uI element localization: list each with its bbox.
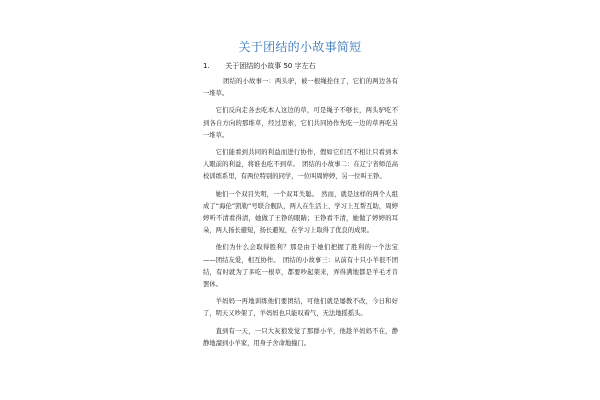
paragraph-5: 他们为什么会取得胜利？那是由于她们把握了胜利的一个法宝——团结友爱，相互协作。 团结的小故事三：从前有十只小羊很不团结，有时就为了多吃一根草，都要吵起架来，弄得满地都是羊毛才肯罢休。	[203, 244, 398, 289]
document-body	[203, 76, 398, 355]
section-heading	[203, 61, 316, 71]
section-number: 1.	[203, 62, 210, 70]
paragraph-7: 直到有一天，一只大灰狼发觉了那群小羊，他趁羊妈妈不在，静静地溜到小羊家，用身子舍命地撞门。	[203, 327, 398, 347]
paragraph-2: 它们反向走各去吃本人这边的草，可是绳子不够长，两头驴吃不到各自方向的那堆草，经过思索，它们共同协作先吃一边的草再吃另一堆草。	[203, 107, 398, 139]
paragraph-4: 她们一个双目失明，一个双耳失聪。 然而，就是这样的两个人组成了“海伦”凯勒”号联合舰队，两人在生活上、学习上互帮互助，周婷婷听不清看得清，她做了王铮的眼睛；王铮看不清，她做了婷婷的耳朵，两人扬长避短，扬长避短，在学习上取得了优良的成果。	[203, 190, 398, 235]
paragraph-6: 羊妈妈一再地训练他们要团结，可他们就是屡教不改，今日和好了，明天又吵架了，羊妈妈也只能叹着气，无法地摇摇头。	[203, 298, 398, 318]
paragraph-1: 团结的小故事一：两头驴，被一根绳拴住了，它们的两边各有一堆草。	[203, 78, 398, 98]
paragraph-3: 它们能看到共同的利益而进行协作，假如它们互不相让只看到本人眼前的利益，将谁也吃不到草。 团结的小故事二：在辽宁省师范高校训练系里，有两位特别的同学，一位叫周婷婷，另一位叫王铮。	[203, 149, 398, 181]
page-title: 关于团结的小故事简短	[238, 40, 362, 54]
section-heading-text: 关于团结的小故事 50 字左右	[225, 62, 316, 70]
